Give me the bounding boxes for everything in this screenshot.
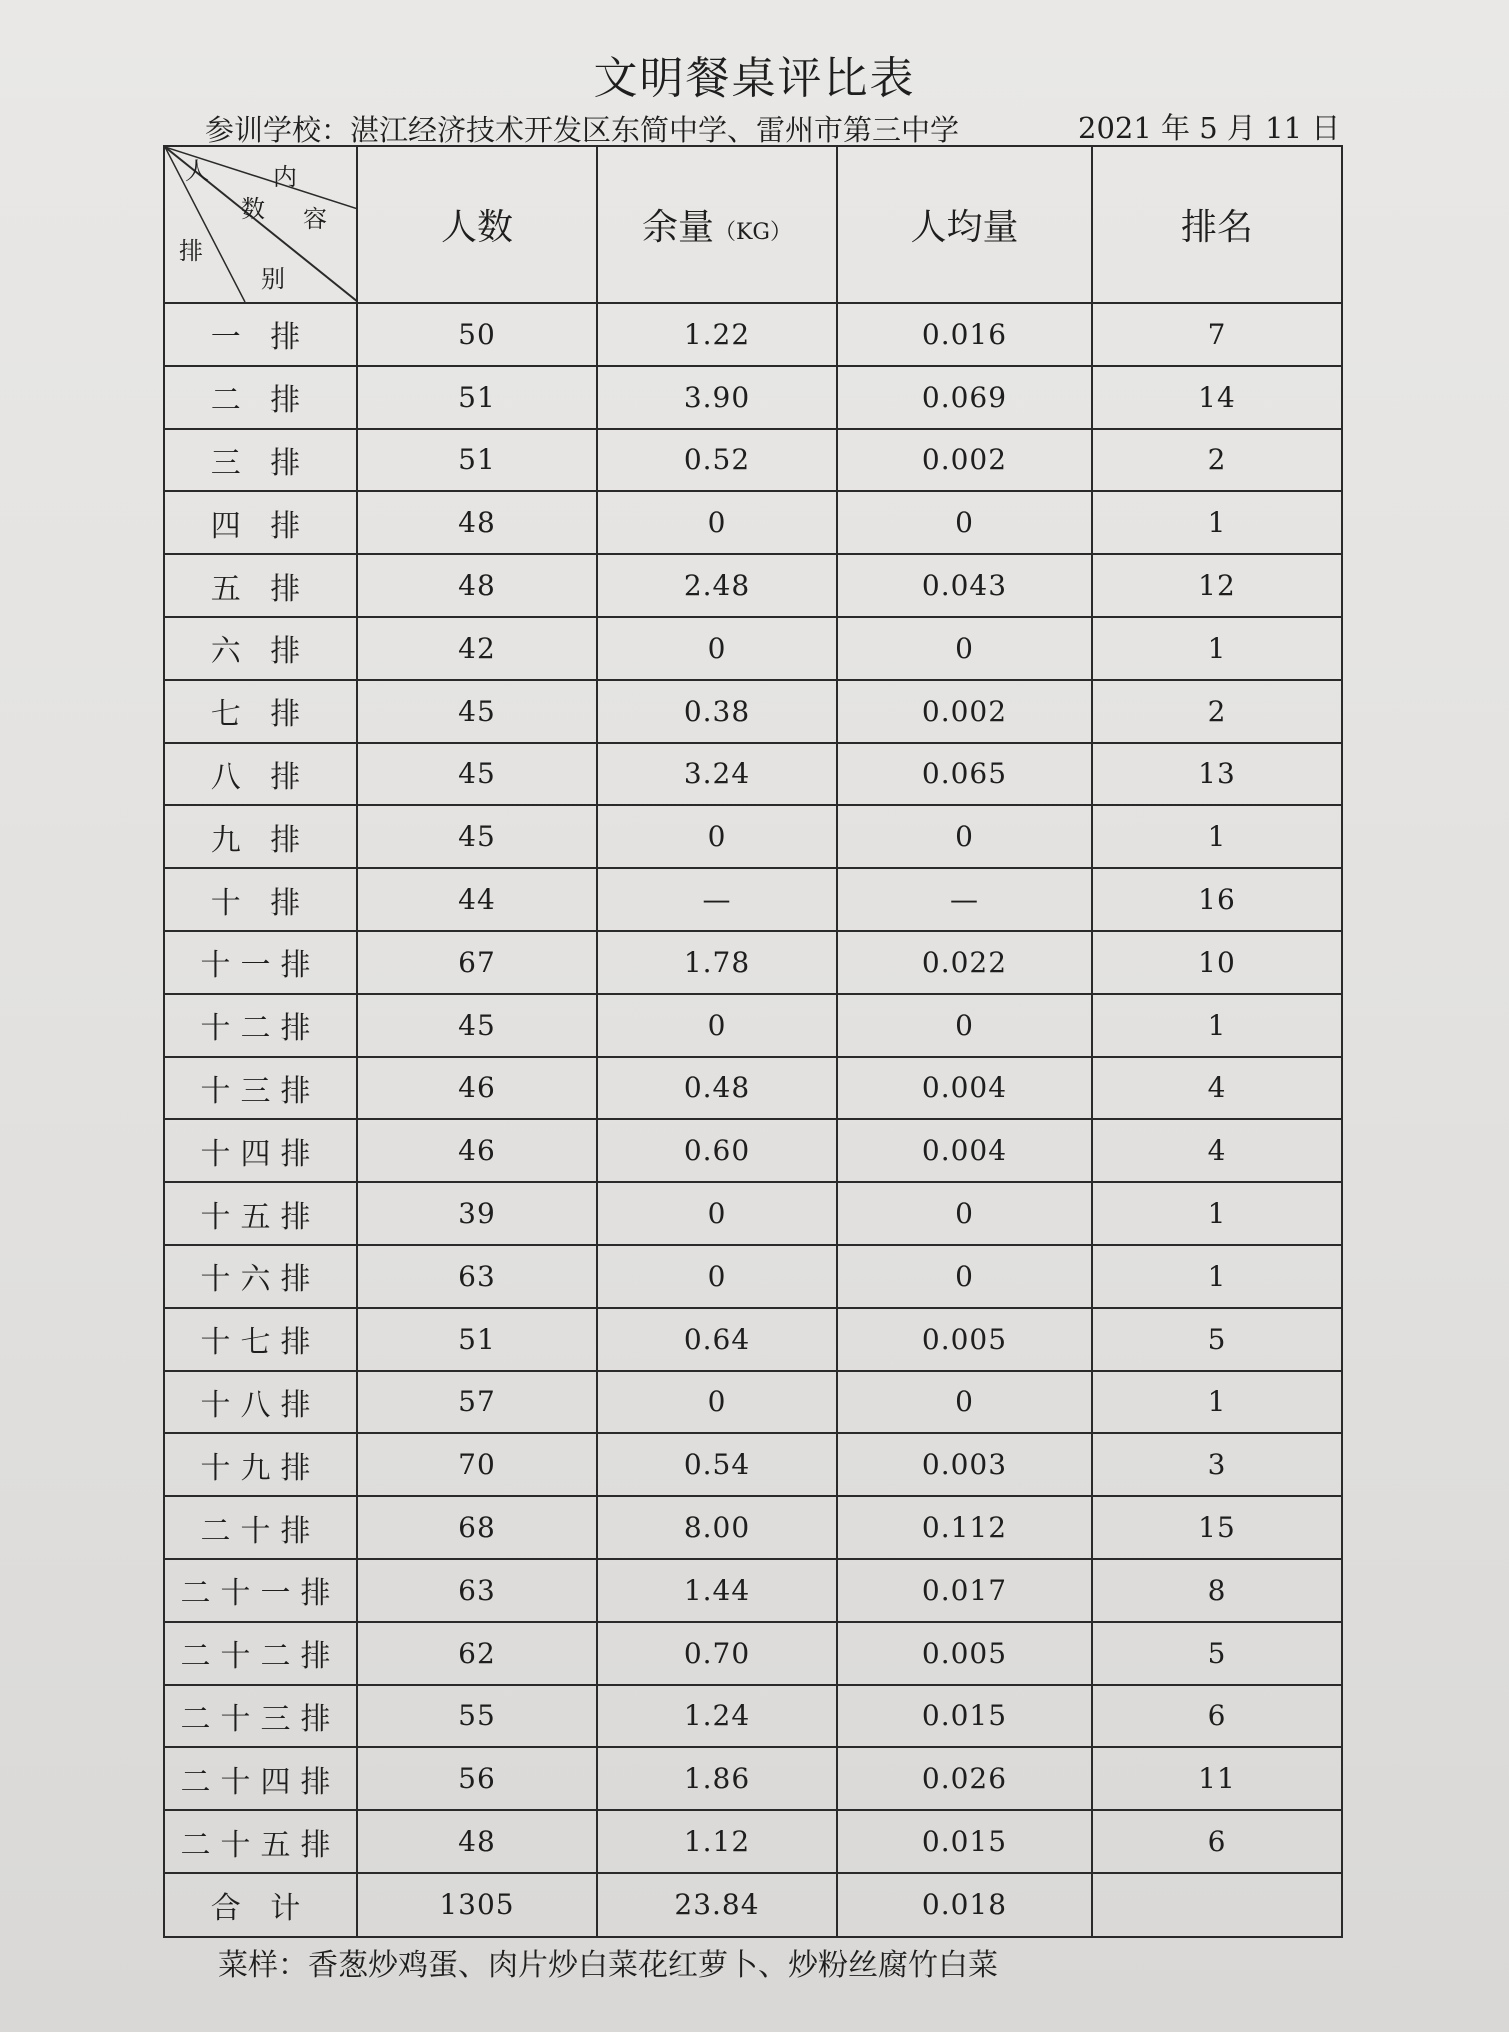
rank-cell: 2 [1092, 680, 1342, 743]
count-cell: 63 [357, 1245, 597, 1308]
table-row [164, 554, 1342, 617]
table-row [164, 868, 1342, 931]
row-label: 一 排 [164, 303, 357, 366]
count-cell: 55 [357, 1685, 597, 1748]
table-row [164, 429, 1342, 492]
remain-cell: 0 [597, 1245, 837, 1308]
row-label: 二十三排 [164, 1685, 357, 1748]
row-label: 十八排 [164, 1371, 357, 1434]
row-label: 二十一排 [164, 1559, 357, 1622]
rank-cell: 2 [1092, 429, 1342, 492]
count-cell: 50 [357, 303, 597, 366]
rank-cell [1092, 1873, 1342, 1937]
table-row [164, 931, 1342, 994]
row-label: 十六排 [164, 1245, 357, 1308]
diag-label: 容 [303, 205, 327, 233]
remain-cell: 1.86 [597, 1747, 837, 1810]
header-average: 人均量 [837, 146, 1092, 303]
rank-cell: 4 [1092, 1119, 1342, 1182]
rank-cell: 1 [1092, 617, 1342, 680]
dish-footer: 菜样：香葱炒鸡蛋、肉片炒白菜花红萝卜、炒粉丝腐竹白菜 [218, 1948, 998, 1983]
average-cell: 0.022 [837, 931, 1092, 994]
average-cell: — [837, 868, 1092, 931]
count-cell: 70 [357, 1433, 597, 1496]
table-row [164, 743, 1342, 806]
count-cell: 46 [357, 1057, 597, 1120]
count-cell: 44 [357, 868, 597, 931]
table-row [164, 491, 1342, 554]
average-cell: 0.026 [837, 1747, 1092, 1810]
count-cell: 45 [357, 805, 597, 868]
count-cell: 39 [357, 1182, 597, 1245]
rank-cell: 1 [1092, 491, 1342, 554]
average-cell: 0.112 [837, 1496, 1092, 1559]
rank-cell: 13 [1092, 743, 1342, 806]
average-cell: 0.018 [837, 1873, 1092, 1937]
rank-cell: 10 [1092, 931, 1342, 994]
school-line: 参训学校：湛江经济技术开发区东简中学、雷州市第三中学 [205, 113, 960, 147]
rank-cell: 15 [1092, 1496, 1342, 1559]
header-unit: （KG） [714, 220, 793, 245]
average-cell: 0 [837, 491, 1092, 554]
count-cell: 48 [357, 491, 597, 554]
count-cell: 51 [357, 366, 597, 429]
table-row [164, 994, 1342, 1057]
remain-cell: — [597, 868, 837, 931]
remain-cell: 0.54 [597, 1433, 837, 1496]
table-row [164, 366, 1342, 429]
remain-cell: 0 [597, 1182, 837, 1245]
row-label: 十 排 [164, 868, 357, 931]
average-cell: 0.005 [837, 1308, 1092, 1371]
rank-cell: 5 [1092, 1622, 1342, 1685]
average-cell: 0.004 [837, 1119, 1092, 1182]
remain-cell: 1.12 [597, 1810, 837, 1873]
row-label: 九 排 [164, 805, 357, 868]
table-row [164, 1371, 1342, 1434]
table-row [164, 1685, 1342, 1748]
count-cell: 67 [357, 931, 597, 994]
rank-cell: 1 [1092, 1182, 1342, 1245]
row-label: 十七排 [164, 1308, 357, 1371]
table-row [164, 805, 1342, 868]
row-label: 二十二排 [164, 1622, 357, 1685]
average-cell: 0.065 [837, 743, 1092, 806]
remain-cell: 2.48 [597, 554, 837, 617]
count-cell: 42 [357, 617, 597, 680]
remain-cell: 0.64 [597, 1308, 837, 1371]
rank-cell: 1 [1092, 994, 1342, 1057]
remain-cell: 3.24 [597, 743, 837, 806]
rank-cell: 16 [1092, 868, 1342, 931]
average-cell: 0 [837, 617, 1092, 680]
average-cell: 0.017 [837, 1559, 1092, 1622]
average-cell: 0.002 [837, 429, 1092, 492]
header-remain [597, 146, 837, 303]
count-cell: 51 [357, 429, 597, 492]
count-cell: 45 [357, 743, 597, 806]
table-row [164, 1496, 1342, 1559]
rank-cell: 1 [1092, 1245, 1342, 1308]
average-cell: 0 [837, 805, 1092, 868]
count-cell: 57 [357, 1371, 597, 1434]
remain-cell: 0.38 [597, 680, 837, 743]
row-label: 二十排 [164, 1496, 357, 1559]
row-label: 二十四排 [164, 1747, 357, 1810]
row-label: 四 排 [164, 491, 357, 554]
rank-cell: 4 [1092, 1057, 1342, 1120]
count-cell: 1305 [357, 1873, 597, 1937]
row-label: 合 计 [164, 1873, 357, 1937]
rank-cell: 5 [1092, 1308, 1342, 1371]
table-row [164, 617, 1342, 680]
remain-cell: 0.48 [597, 1057, 837, 1120]
row-label: 三 排 [164, 429, 357, 492]
count-cell: 51 [357, 1308, 597, 1371]
remain-cell: 0 [597, 805, 837, 868]
average-cell: 0.043 [837, 554, 1092, 617]
row-label: 十一排 [164, 931, 357, 994]
rank-cell: 8 [1092, 1559, 1342, 1622]
remain-cell: 0 [597, 994, 837, 1057]
rank-cell: 3 [1092, 1433, 1342, 1496]
average-cell: 0 [837, 1245, 1092, 1308]
row-label: 十九排 [164, 1433, 357, 1496]
average-cell: 0 [837, 994, 1092, 1057]
remain-cell: 8.00 [597, 1496, 837, 1559]
rank-cell: 6 [1092, 1810, 1342, 1873]
remain-cell: 23.84 [597, 1873, 837, 1937]
row-label: 八 排 [164, 743, 357, 806]
remain-cell: 0 [597, 491, 837, 554]
rank-cell: 1 [1092, 805, 1342, 868]
row-label: 十四排 [164, 1119, 357, 1182]
evaluation-table [163, 145, 1343, 1938]
average-cell: 0 [837, 1182, 1092, 1245]
remain-cell: 1.24 [597, 1685, 837, 1748]
table-row [164, 1308, 1342, 1371]
count-cell: 45 [357, 680, 597, 743]
average-cell: 0.069 [837, 366, 1092, 429]
page-title: 文明餐桌评比表 [593, 53, 916, 104]
count-cell: 68 [357, 1496, 597, 1559]
table-row [164, 1810, 1342, 1873]
date-label: 2021 年 5 月 11 日 [1078, 111, 1341, 145]
table-row [164, 1245, 1342, 1308]
rank-cell: 11 [1092, 1747, 1342, 1810]
remain-cell: 0 [597, 1371, 837, 1434]
rank-cell: 12 [1092, 554, 1342, 617]
count-cell: 45 [357, 994, 597, 1057]
diag-label: 排 [179, 237, 203, 265]
table-row [164, 1119, 1342, 1182]
average-cell: 0.016 [837, 303, 1092, 366]
count-cell: 46 [357, 1119, 597, 1182]
count-cell: 48 [357, 554, 597, 617]
remain-cell: 0.52 [597, 429, 837, 492]
row-label: 二 排 [164, 366, 357, 429]
row-label: 七 排 [164, 680, 357, 743]
header-count: 人数 [357, 146, 597, 303]
diag-label: 人 [185, 157, 209, 185]
rank-cell: 7 [1092, 303, 1342, 366]
header-row [164, 146, 1342, 303]
rank-cell: 6 [1092, 1685, 1342, 1748]
row-label: 十二排 [164, 994, 357, 1057]
diag-label: 别 [261, 265, 285, 293]
table-row [164, 1559, 1342, 1622]
average-cell: 0.005 [837, 1622, 1092, 1685]
header-remain-label: 余量 [641, 207, 714, 248]
remain-cell: 0.70 [597, 1622, 837, 1685]
diag-label: 内 [273, 163, 297, 191]
rank-cell: 14 [1092, 366, 1342, 429]
table-row [164, 1057, 1342, 1120]
row-label: 二十五排 [164, 1810, 357, 1873]
average-cell: 0.004 [837, 1057, 1092, 1120]
row-label: 五 排 [164, 554, 357, 617]
row-label: 十五排 [164, 1182, 357, 1245]
remain-cell: 1.44 [597, 1559, 837, 1622]
table-row [164, 1622, 1342, 1685]
average-cell: 0.015 [837, 1685, 1092, 1748]
remain-cell: 0.60 [597, 1119, 837, 1182]
table-row [164, 680, 1342, 743]
header-rank: 排名 [1092, 146, 1342, 303]
row-label: 十三排 [164, 1057, 357, 1120]
count-cell: 62 [357, 1622, 597, 1685]
remain-cell: 1.78 [597, 931, 837, 994]
count-cell: 63 [357, 1559, 597, 1622]
average-cell: 0.015 [837, 1810, 1092, 1873]
average-cell: 0 [837, 1371, 1092, 1434]
average-cell: 0.003 [837, 1433, 1092, 1496]
remain-cell: 3.90 [597, 366, 837, 429]
count-cell: 48 [357, 1810, 597, 1873]
row-label: 六 排 [164, 617, 357, 680]
diagonal-header-cell [164, 146, 357, 303]
average-cell: 0.002 [837, 680, 1092, 743]
rank-cell: 1 [1092, 1371, 1342, 1434]
table-row [164, 1747, 1342, 1810]
table-row [164, 1433, 1342, 1496]
table-row [164, 1182, 1342, 1245]
count-cell: 56 [357, 1747, 597, 1810]
table-row [164, 303, 1342, 366]
total-row [164, 1873, 1342, 1937]
diag-label: 数 [241, 195, 265, 223]
remain-cell: 0 [597, 617, 837, 680]
remain-cell: 1.22 [597, 303, 837, 366]
